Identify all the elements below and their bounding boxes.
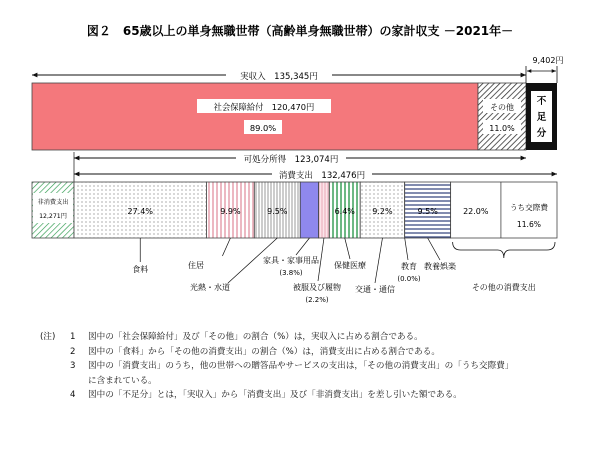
chart-title: 図２ 65歳以上の単身無職世帯（高齢単身無職世帯）の家計収支 －2021年－ — [86, 24, 514, 38]
education-share: (0.0%) — [397, 275, 421, 283]
note-text: 図中の「食料」から「その他の消費支出」の割合（%）は，消費支出に占める割合である。 — [88, 346, 440, 357]
shortfall-char-2: 足 — [536, 112, 547, 123]
note-number: 4 — [70, 390, 76, 401]
recreation-pct: 9.5% — [417, 207, 438, 216]
note-number — [70, 374, 88, 389]
utilities-pct: 9.5% — [267, 207, 288, 216]
health-label: 保健医療 — [334, 261, 366, 270]
education-leader — [405, 238, 408, 260]
education-label: 教育 — [401, 262, 417, 271]
food-pct: 27.4% — [127, 207, 153, 216]
transport-pct: 9.2% — [372, 207, 393, 216]
note-number: 2 — [70, 346, 76, 357]
social-security-pct: 89.0% — [249, 123, 277, 133]
note-text: 図中の「社会保障給付」及び「その他」の割合（%）は，実収入に占める割合である。 — [88, 332, 423, 342]
other-spending-label: その他の消費支出 — [471, 283, 536, 292]
transport-leader — [375, 238, 382, 283]
note-row — [40, 345, 595, 360]
food-label: 食料 — [132, 265, 149, 274]
social-security-segment — [32, 83, 478, 150]
non-consumption-amount: 12,271円 — [39, 213, 67, 220]
shortfall-amount: 9,402円 — [532, 56, 564, 65]
housing-leader — [222, 238, 230, 256]
note-text: 図中の「消費支出」のうち，他の世帯への贈答品やサービスの支出は，「その他の消費支出」の「うち交際費」 — [88, 361, 514, 372]
note-number: 3 — [70, 361, 76, 372]
note-row — [40, 359, 595, 374]
shortfall-char-3: 分 — [536, 128, 547, 139]
furniture-share: (3.8%) — [279, 269, 303, 277]
other-income-label: その他 — [490, 103, 514, 112]
shortfall-char-1: 不 — [536, 96, 547, 107]
consumption-label: 消費支出 132,476円 — [278, 171, 366, 181]
other-spending-pct: 22.0% — [463, 207, 489, 216]
clothing-segment — [319, 182, 330, 238]
note-row — [40, 388, 595, 403]
entertainment-label: うち交際費 — [509, 203, 548, 212]
income-label: 実収入 135,345円 — [240, 72, 318, 82]
housing-label: 住居 — [188, 261, 204, 270]
note-text: 図中の「不足分」とは，「実収入」から「消費支出」及び「非消費支出」を差し引いた額である。 — [88, 390, 462, 401]
notes-tag: (注) — [40, 332, 56, 342]
clothing-share: (2.2%) — [305, 296, 329, 304]
other-income-segment — [478, 83, 526, 150]
social-security-label: 社会保障給付 120,470円 — [213, 102, 315, 112]
note-row — [40, 374, 595, 389]
other-income-pct: 11.0% — [489, 124, 515, 133]
furniture-label: 家具・家事用品 — [263, 256, 319, 265]
recreation-label: 教養娯楽 — [424, 262, 456, 271]
entertainment-pct: 11.6% — [516, 220, 542, 229]
transport-label: 交通・通信 — [355, 285, 395, 294]
furniture-leader — [296, 238, 309, 255]
non-consumption-label: 非消費支出 — [37, 199, 69, 206]
health-pct: 6.4% — [334, 207, 355, 216]
recreation-leader — [428, 238, 440, 260]
utilities-label: 光熱・水道 — [190, 283, 230, 292]
health-leader — [345, 238, 350, 259]
clothing-label: 被服及び履物 — [293, 283, 341, 292]
furniture-segment — [300, 182, 318, 238]
notes — [40, 330, 595, 403]
note-text: に含まれている。 — [88, 375, 157, 386]
note-number: 1 — [70, 332, 76, 342]
disposable-income-label: 可処分所得 123,074円 — [243, 155, 339, 165]
housing-pct: 9.9% — [220, 207, 241, 216]
other-spending-brace — [453, 242, 555, 258]
note-row — [40, 330, 595, 345]
